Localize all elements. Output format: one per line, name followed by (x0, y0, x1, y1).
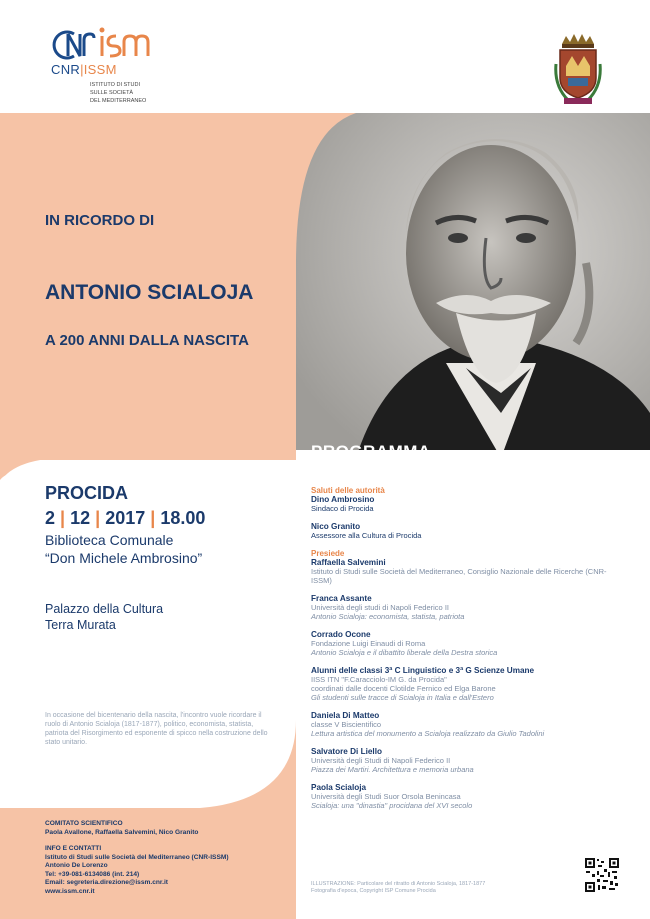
info-contacts (45, 845, 229, 896)
speaker-affiliation: Fondazione Luigi Einaudi di Roma (311, 639, 426, 648)
event-time: 18.00 (160, 508, 206, 528)
talk-title: Antonio Scialoja e il dibattito liberale della Destra storica (311, 648, 498, 657)
speaker-role: Assessore alla Cultura di Procida (311, 531, 422, 540)
info-org: Istituto di Studi sulle Società del Mediterraneo (CNR-ISSM) (45, 853, 229, 861)
event-year: 2017 (105, 508, 146, 528)
credit-line: ILLUSTRAZIONE: Particolare del ritratto di Antonio Scialoja, 1817-1877 (311, 881, 486, 887)
event-date (45, 508, 205, 529)
speaker-affiliation: Università degli studi di Napoli Federico II (311, 603, 449, 612)
speaker-role: Sindaco di Procida (311, 504, 374, 513)
venue-line: Biblioteca Comunale (45, 532, 174, 548)
location-line: Palazzo della Cultura (45, 602, 164, 616)
info-label: INFO E CONTATTI (45, 845, 102, 852)
speaker-affiliation: Istituto di Studi sulle Società del Mediterraneo, Consiglio Nazionale delle Ricerche (CNR-ISSM) (311, 567, 607, 585)
logo-wordmark (51, 62, 117, 77)
speaker-role: coordinati dalle docenti Clotilde Fernico ed Elga Barone (311, 684, 496, 693)
logo-sub-line: DEL MEDITERRANEO (90, 98, 147, 104)
program-item (311, 549, 611, 585)
speaker-affiliation: IISS ITN "F.Caracciolo-IM G. da Procida" (311, 675, 447, 684)
speaker-name: Franca Assante (311, 594, 372, 603)
event-day: 2 (45, 508, 56, 528)
event-location (45, 601, 163, 633)
speaker-affiliation: classe V Biscientifico (311, 720, 382, 729)
section-label: Saluti delle autorità (311, 486, 385, 495)
talk-title: Piazza dei Martiri. Architettura e memoria urbana (311, 765, 474, 774)
program-item (311, 486, 611, 513)
program-item (311, 711, 611, 738)
speaker-affiliation: Università degli Studi di Napoli Federico II (311, 756, 451, 765)
date-separator: | (60, 508, 66, 528)
logo-sub-line: SULLE SOCIETÀ (90, 90, 134, 96)
info-contact: Antonio De Lorenzo (45, 862, 108, 869)
event-venue (45, 531, 202, 567)
talk-title: Gli studenti sulle tracce di Scialoja in Italia e dall'Estero (311, 693, 494, 702)
info-phone: Tel: +39-081-6134086 (int. 214) (45, 870, 140, 878)
illustration-credit (311, 881, 551, 895)
speaker-name: Alunni delle classi 3ª C Linguistico e 3ª G Scienze Umane (311, 666, 535, 675)
logo-cnr: CNR (51, 62, 81, 77)
section-label: Presiede (311, 549, 345, 558)
info-website[interactable]: www.issm.cnr.it (45, 887, 95, 895)
program-item (311, 747, 611, 774)
talk-title: Scialoja: una "dinastia" procidana del XVI secolo (311, 801, 473, 810)
date-separator: | (150, 508, 156, 528)
header (0, 0, 650, 113)
speaker-name: Salvatore Di Liello (311, 747, 382, 756)
logo-sub-line: ISTITUTO DI STUDI (90, 82, 141, 88)
location-line: Terra Murata (45, 618, 116, 632)
speaker-name: Daniela Di Matteo (311, 711, 380, 720)
committee-names: Paola Avallone, Raffaella Salvemini, Nico Granito (45, 828, 199, 836)
event-month: 12 (70, 508, 91, 528)
logo-separator: | (80, 62, 84, 77)
event-place: PROCIDA (45, 483, 129, 503)
venue-line: “Don Michele Ambrosino” (45, 550, 203, 566)
program-item (311, 666, 611, 702)
procida-crest-icon (554, 30, 602, 108)
logo-subtitle (90, 81, 146, 105)
program-item (311, 522, 611, 540)
speaker-affiliation: Università degli Studi Suor Orsola Benincasa (311, 792, 461, 801)
scientific-committee (45, 820, 198, 837)
program-item (311, 783, 611, 810)
speaker-name: Corrado Ocone (311, 630, 371, 639)
talk-title: Lettura artistica del monumento a Scialoja realizzato da Giulio Tadolini (311, 729, 545, 738)
kicker-title: IN RICORDO DI (45, 212, 155, 229)
credit-line: Fotografia d'epoca, Copyright ISP Comune Procida (311, 888, 436, 894)
date-separator: | (95, 508, 101, 528)
info-email[interactable]: Email: segreteria.direzione@issm.cnr.it (45, 879, 168, 886)
talk-title: Antonio Scialoja: economista, statista, patriota (311, 612, 465, 621)
speaker-name: Paola Scialoja (311, 783, 367, 792)
programma-heading: PROGRAMMA (311, 442, 431, 461)
program-item (311, 630, 611, 657)
program-list (311, 486, 611, 819)
antonio-scialoja-portrait (296, 113, 650, 458)
speaker-name: Nico Granito (311, 522, 361, 531)
anniversary-subtitle: A 200 ANNI DALLA NASCITA (45, 332, 249, 349)
event-description: In occasione del bicentenario della nascita, l'incontro vuole ricordare il ruolo di Antonio Scialoja (1817-1877), politico, economista, statista, patriota del Risorgimento ed esponente di spicco nella costruzione dello stato unitario. (45, 712, 268, 746)
speaker-name: Raffaella Salvemini (311, 558, 386, 567)
committee-label: COMITATO SCIENTIFICO (45, 820, 123, 827)
program-item (311, 594, 611, 621)
honoree-name: ANTONIO SCIALOJA (45, 281, 254, 304)
logo-issm: ISSM (83, 62, 117, 77)
speaker-name: Dino Ambrosino (311, 495, 375, 504)
qr-code-icon[interactable] (584, 857, 620, 893)
